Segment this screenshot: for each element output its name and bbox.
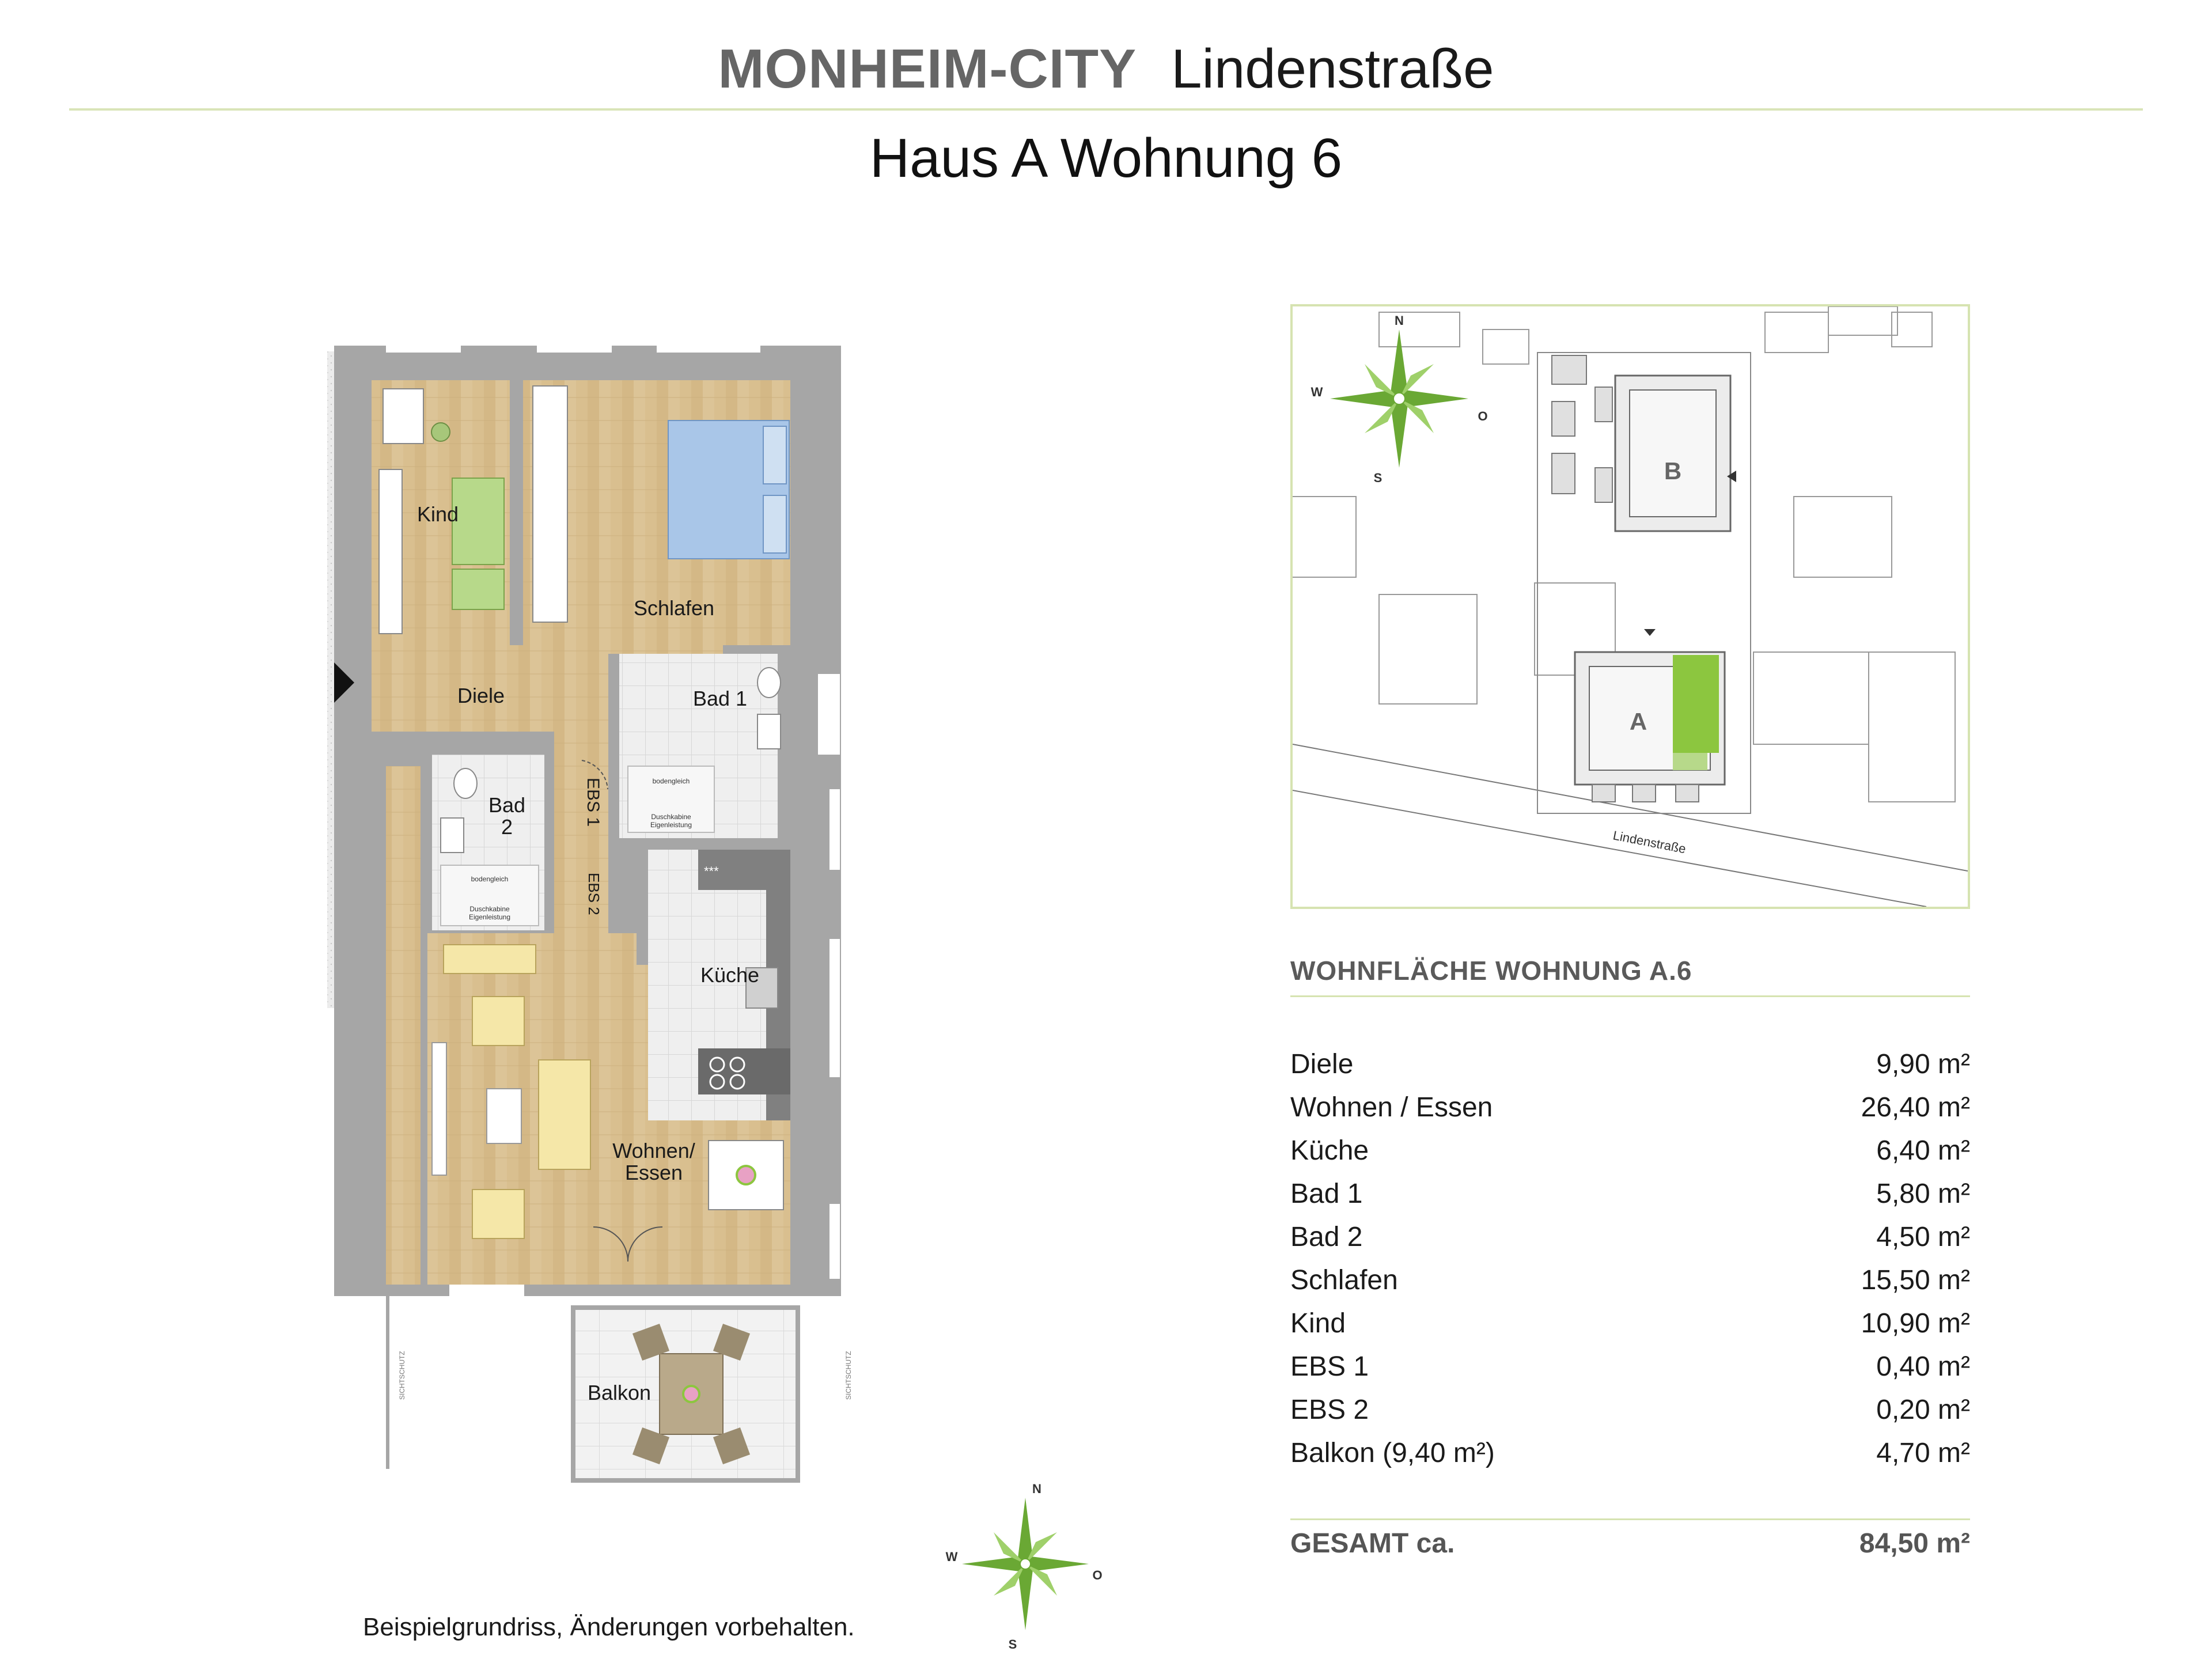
total-value: 84,50 m² (1859, 1528, 1970, 1559)
page-title (0, 32, 2212, 107)
kid-bed-icon (452, 569, 504, 609)
room-label-bad2-line2: 2 (501, 815, 513, 839)
row-value: 4,50 m² (1876, 1222, 1970, 1252)
row-label: EBS 2 (1290, 1395, 1369, 1425)
area-table-top-rule (1290, 995, 1970, 997)
table-row (1290, 1043, 1970, 1086)
row-label: Kind (1290, 1308, 1346, 1339)
table-row (1290, 1172, 1970, 1215)
window (537, 346, 612, 353)
site-compass-w: W (1310, 385, 1323, 399)
street-label: Lindenstraße (1612, 828, 1687, 857)
room-label-kueche: Küche (700, 963, 760, 987)
note-duschkabine-bad1-line1: Duschkabine (651, 813, 691, 821)
wardrobe-kind (379, 469, 402, 634)
armchair-icon (472, 997, 524, 1046)
table-row (1290, 1086, 1970, 1129)
row-label: Balkon (9,40 m²) (1290, 1438, 1495, 1468)
site-plan-frame (1290, 304, 1970, 909)
title-divider (69, 108, 2143, 111)
site-compass-s: S (1373, 471, 1382, 485)
tv-board-icon (432, 1043, 446, 1175)
total-row (1290, 1521, 1970, 1567)
compass-w: W (945, 1550, 958, 1564)
apartment-highlight (1673, 655, 1719, 753)
total-label: GESAMT ca. (1290, 1528, 1455, 1559)
room-label-wohnen-line1: Wohnen/ (612, 1139, 695, 1162)
window (449, 1285, 524, 1296)
room-label-wohnen-line2: Essen (624, 1161, 683, 1184)
row-value: 4,70 m² (1876, 1438, 1970, 1468)
table-row (1290, 1215, 1970, 1259)
room-label-kind: Kind (416, 502, 459, 526)
area-table (1290, 1043, 1970, 1475)
area-table-bottom-rule (1290, 1518, 1970, 1520)
kitchen-stars: *** (704, 864, 719, 878)
site-compass-icon (1330, 329, 1468, 468)
table-row (1290, 1302, 1970, 1345)
wall-kind-schlafen (510, 380, 523, 645)
toilet-icon (757, 668, 781, 698)
balcony-highlight (1673, 753, 1707, 770)
row-value: 15,50 m² (1861, 1265, 1970, 1296)
room-label-bad2-line1: Bad (488, 793, 526, 817)
chair-icon (431, 423, 450, 441)
compass-icon (939, 1480, 1112, 1653)
row-label: Diele (1290, 1049, 1354, 1080)
note-bodengleich-bad2: bodengleich (471, 875, 509, 883)
footnote: Beispielgrundriss, Änderungen vorbehalten. (363, 1613, 855, 1641)
wall-kueche-left (637, 850, 648, 965)
house-b-label: B (1664, 457, 1682, 484)
window (830, 789, 840, 870)
note-duschkabine-bad2-line2: Eigenleistung (468, 913, 511, 921)
row-value: 10,90 m² (1861, 1308, 1970, 1339)
window (386, 346, 461, 353)
sichtschutz-label-left: SICHTSCHUTZ (398, 1351, 406, 1400)
house-a-entrance-icon (1644, 629, 1656, 636)
compass-o: O (1092, 1568, 1103, 1582)
row-label: Schlafen (1290, 1265, 1398, 1296)
table-row (1290, 1129, 1970, 1172)
wall-bad2-top (421, 743, 554, 755)
pillow-icon (763, 426, 786, 484)
window (830, 939, 840, 1077)
site-plan (1293, 306, 1968, 907)
compass-n: N (1032, 1482, 1041, 1496)
note-bodengleich-bad1: bodengleich (652, 777, 690, 785)
table-row (1290, 1431, 1970, 1475)
wall-bad1 (608, 654, 619, 838)
washbasin-icon (441, 818, 464, 853)
flower-icon (683, 1386, 699, 1402)
sofa-icon (539, 1060, 590, 1169)
hall-floor (554, 732, 608, 962)
coffee-table-icon (487, 1089, 521, 1143)
room-label-bad1: Bad 1 (692, 687, 748, 710)
wardrobe-schlafen (533, 386, 567, 622)
toilet-icon (454, 768, 477, 798)
table-row (1290, 1259, 1970, 1302)
table-row (1290, 1345, 1970, 1388)
room-label-diele: Diele (457, 684, 505, 707)
room-label-ebs1: EBS 1 (584, 778, 603, 827)
side-strip-floor (386, 766, 421, 1285)
unit-title: Haus A Wohnung 6 (869, 127, 1343, 189)
row-label: Wohnen / Essen (1290, 1092, 1493, 1123)
room-label-balkon: Balkon (587, 1381, 652, 1404)
row-label: Bad 1 (1290, 1179, 1363, 1209)
room-label-ebs2: EBS 2 (585, 873, 603, 915)
row-value: 6,40 m² (1876, 1135, 1970, 1166)
kid-bed-icon (452, 478, 504, 565)
wall-bad2-right (544, 755, 554, 933)
window (830, 1204, 840, 1279)
pillow-icon (763, 495, 786, 553)
row-value: 0,40 m² (1876, 1351, 1970, 1382)
row-label: Küche (1290, 1135, 1369, 1166)
row-label: Bad 2 (1290, 1222, 1363, 1252)
table-row (1290, 1388, 1970, 1431)
window (657, 346, 760, 353)
area-table-heading: WOHNFLÄCHE WOHNUNG A.6 (1290, 956, 1692, 986)
row-value: 26,40 m² (1861, 1092, 1970, 1123)
washbasin-icon (757, 714, 781, 749)
row-label: EBS 1 (1290, 1351, 1369, 1382)
brand-name: MONHEIM-CITY (718, 38, 1137, 100)
armchair-icon (472, 1190, 524, 1238)
flower-icon (737, 1166, 755, 1184)
house-a-label: A (1629, 708, 1647, 735)
compass-s: S (1008, 1637, 1017, 1652)
window (818, 674, 840, 755)
row-value: 0,20 m² (1876, 1395, 1970, 1425)
site-compass-n: N (1395, 313, 1404, 328)
site-compass-o: O (1478, 409, 1488, 423)
note-duschkabine-bad1-line2: Eigenleistung (650, 821, 692, 829)
sichtschutz-label-right: SICHTSCHUTZ (844, 1351, 853, 1400)
sideboard-icon (444, 945, 536, 974)
desk-icon (383, 389, 423, 444)
note-duschkabine-bad2-line1: Duschkabine (469, 905, 510, 913)
street-name: Lindenstraße (1171, 38, 1494, 100)
room-label-schlafen: Schlafen (633, 596, 715, 620)
row-value: 5,80 m² (1876, 1179, 1970, 1209)
row-value: 9,90 m² (1876, 1049, 1970, 1080)
floor-plan (323, 340, 864, 1492)
